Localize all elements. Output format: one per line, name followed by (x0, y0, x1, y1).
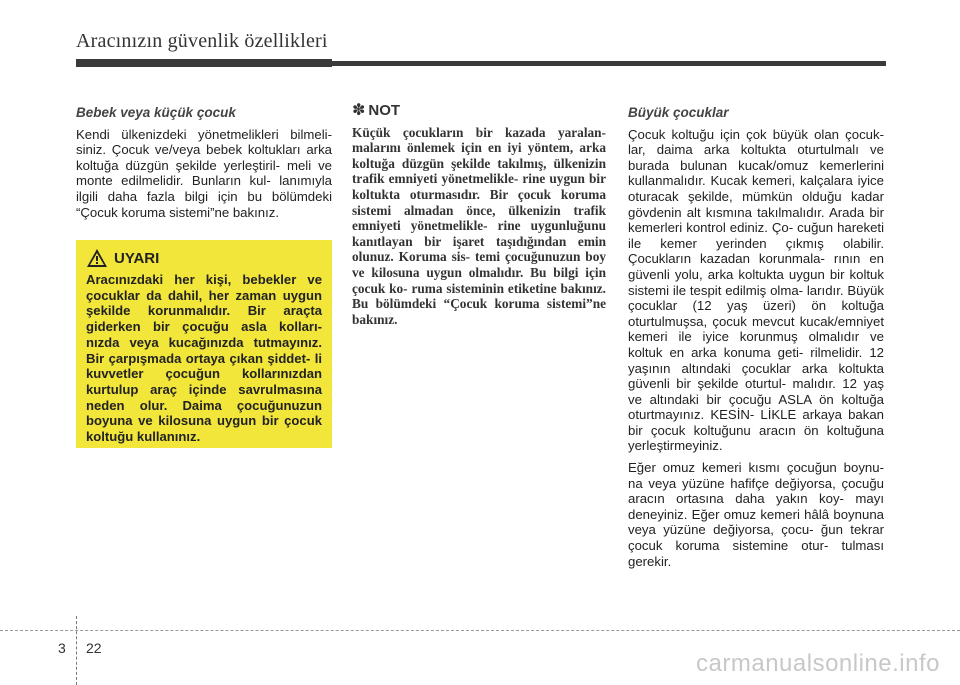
middle-column (352, 102, 606, 327)
page-title: Aracınızın güvenlik özellikleri (76, 30, 328, 52)
note-body: Küçük çocukların bir kazada yaralan- malarını önlemek için en iyi yöntem, arka koltuğa düzgün şekilde takılmış, ülkenizin trafik emniyeti yönetmelikle- rine uygun bir koltukta oturmasıdır. Bir çocuk koruma sistemi almadan önce, ülkenizin trafik emniyeti yönetmelikle- rine uygunluğunu kanıtlayan bir işaret taşıdığından emin olunuz. Koruma sis- temi çocuğunuzun boy ve kilosuna uygun olmalıdır. Bu bilgi için çocuk ko- ruma sisteminin etiketine bakınız. Bu bölümdeki “Çocuk koruma sistemi”ne bakınız. (352, 124, 606, 327)
subhead-infant: Bebek veya küçük çocuk (76, 105, 236, 120)
note-header (352, 103, 606, 119)
note-asterisk-icon: ✽ (352, 102, 366, 119)
warning-triangle-icon (86, 248, 108, 268)
page-number: 22 (86, 640, 102, 656)
infant-paragraph: Kendi ülkenizdeki yönetmelikleri bilmeli- siniz. Çocuk ve/veya bebek koltukları arka koltuğa düzgün şekilde yerleştiril- meli ve monte edilmelidir. Bunların kul- lanımıyla ilgili daha fazla bilgi için bu bölümdeki “Çocuk koruma sistemi”ne bakınız. (76, 126, 332, 220)
header-rule-accent (76, 59, 332, 67)
warning-box (76, 240, 332, 448)
warning-title: UYARI (114, 249, 160, 267)
chapter-number: 3 (58, 640, 66, 656)
subhead-older-children: Büyük çocuklar (628, 105, 729, 120)
footer-rule (0, 630, 960, 631)
right-column (628, 105, 884, 575)
watermark: carmanualsonline.info (696, 650, 940, 677)
older-children-paragraph-2: Eğer omuz kemeri kısmı çocuğun boynu- na veya yüzüne hafifçe değiyorsa, çocuğu aracın ortasına daha yakın koy- mayı deneyiniz. Eğer omuz kemeri hâlâ boynuna veya yüzüne değiyorsa, çocu- ğun tekrar çocuk koruma sistemine otur- tulması gerekir. (628, 460, 884, 569)
left-column (76, 105, 332, 226)
warning-body: Aracınızdaki her kişi, bebekler ve çocuklar da dahil, her zaman uygun şekilde korunmalıdır. Bir araçta giderken bir çocuğu asla kolları- nızda veya kucağınızda tutmayınız. Bir çarpışmada ortaya çıkan şiddet- li kuvvetler çocuğun kollarınızdan kurtulup araç içinde savrulmasına neden olur. Daima çocuğunuzun boyuna ve kilosuna uygun bir çocuk koltuğu kullanınız. (86, 272, 322, 445)
warning-header (86, 248, 322, 268)
footer-divider (76, 616, 77, 685)
older-children-paragraph-1: Çocuk koltuğu için çok büyük olan çocuk- lar, daima arka koltukta oturtulmalı ve burada bulunan kucak/omuz kemerlerini kullanmalıdır. Kucak kemeri, kalçalara iyice oturacak şekilde, mümkün olduğu kadar gövdenin alt kısmına takılmalıdır. Arada bir kemerleri kontrol ediniz. Ço- cuğun hareketi ile kemer yerinden çıkmış olabilir. Çocukların kazadan korunmala- rının en güvenli yolu, arka koltukta uygun bir koltuk sistemi ile tespit edilmiş olma- larıdır. Büyük çocuklar (12 yaş üzeri) ön koltuğa oturtulmuşsa, çocuk mevcut kucak/emniyet kemeri ile iyice korunmuş olmalıdır ve koltuk en arka konuma geti- rilmelidir. 12 yaşının altındaki çocuklar arka koltukta güvenli bir şekilde oturtul- malıdır. 12 yaş ve altındaki bir çocuğu ASLA ön koltuğa oturtmayınız. KESİN- LİKLE arkaya bakan bir çocuk koltuğunu aracın ön koltuğuna yerleştirmeyiniz. (628, 126, 884, 454)
note-title: NOT (368, 102, 401, 119)
